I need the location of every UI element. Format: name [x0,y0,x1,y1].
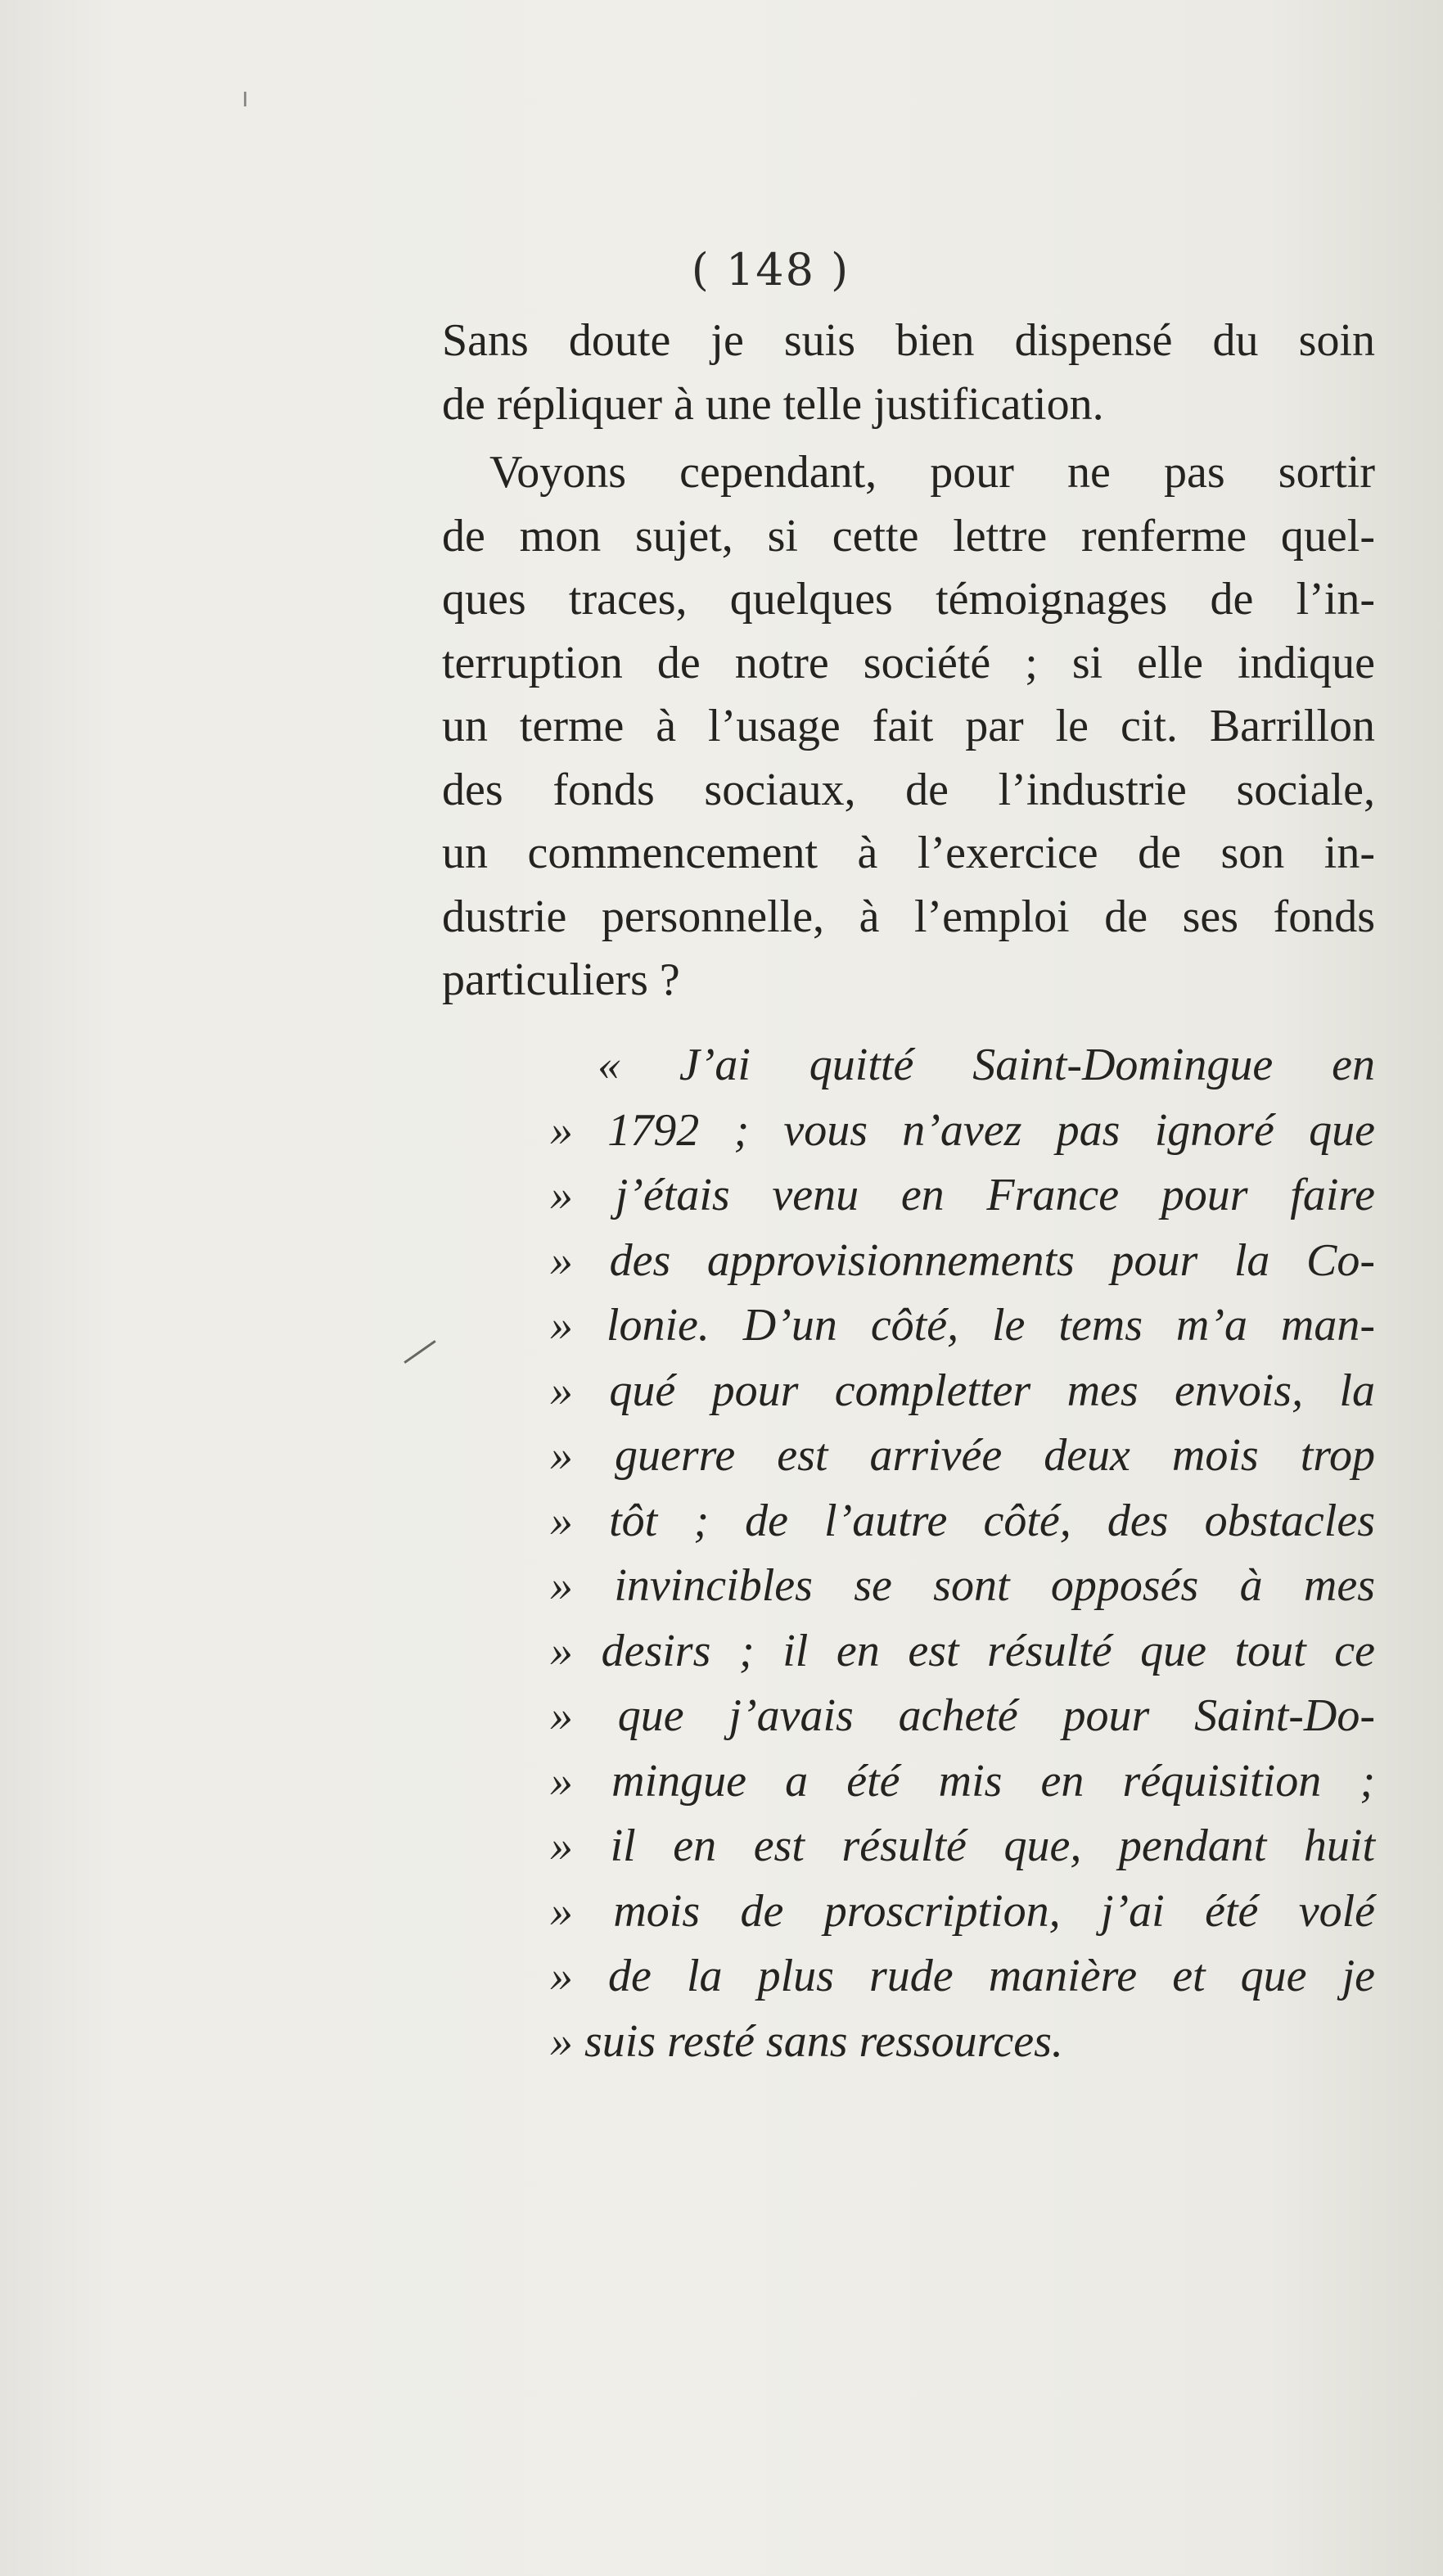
quote-line: » des approvisionnements pour la Co- [550,1234,1375,1286]
text-line: Voyons cependant, pour ne pas sortir [489,447,1375,498]
quote-line: » mingue a été mis en réquisition ; [550,1755,1375,1807]
quote-line: » guerre est arrivée deux mois trop [550,1430,1375,1481]
text-line: un terme à l’usage fait par le cit. Barrillon [442,701,1375,751]
quote-line: » il en est résulté que, pendant huit [550,1820,1375,1871]
text-line: un commencement à l’exercice de son in- [442,828,1375,878]
text-line: de répliquer à une telle justification. [442,378,1104,430]
text-line: des fonds sociaux, de l’industrie sociale, [442,764,1375,815]
quote-line: « J’ai quitté Saint-Domingue en [597,1040,1375,1090]
quoted-letter [550,1033,1375,2074]
quote-line: » lonie. D’un côté, le tems m’a man- [550,1300,1375,1351]
paragraph-2 [442,441,1375,1013]
text-line: terruption de notre société ; si elle indique [442,637,1375,688]
quote-line: » mois de proscription, j’ai été volé [550,1885,1375,1937]
quote-line: » invincibles se sont opposés à mes [550,1560,1375,1611]
quote-line: » tôt ; de l’autre côté, des obstacles [550,1495,1375,1546]
text-line: ques traces, quelques témoignages de l’in- [442,574,1375,625]
quote-line: » qué pour completter mes envois, la [550,1365,1375,1416]
quote-line: » suis resté sans ressources. [550,2015,1063,2067]
speck [244,92,246,106]
text-line: de mon sujet, si cette lettre renferme quel- [442,510,1375,562]
quote-line: » que j’avais acheté pour Saint-Do- [550,1690,1375,1741]
text-line: dustrie personnelle, à l’emploi de ses fonds [442,891,1375,942]
paragraph-1 [442,309,1375,436]
margin-mark [404,1340,435,1364]
text-line: Sans doute je suis bien dispensé du soin [442,315,1375,366]
quote-line: » j’étais venu en France pour faire [550,1170,1375,1220]
quote-line: » desirs ; il en est résulté que tout ce [550,1625,1375,1676]
quote-line: » de la plus rude manière et que je [550,1951,1375,2001]
quote-line: » 1792 ; vous n’avez pas ignoré que [550,1104,1375,1156]
text-line: particuliers ? [442,954,680,1005]
page-number: ( 148 ) [691,244,850,295]
